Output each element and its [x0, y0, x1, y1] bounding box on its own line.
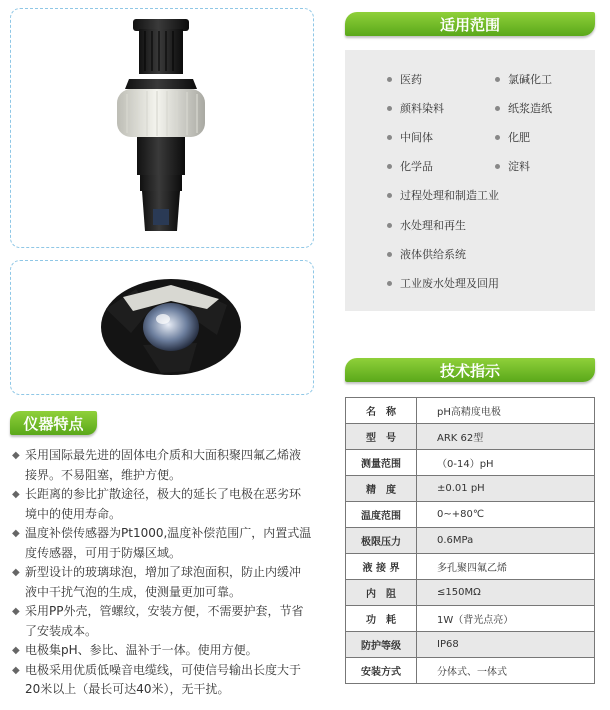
scope-item: 化肥 [495, 129, 530, 145]
list-item: ◆ 采用PP外壳，管螺纹，安装方便，不需要护套，节省了安装成本。 [12, 604, 304, 638]
spec-value: ARK 62型 [417, 424, 595, 450]
list-item: ◆ 电极采用优质低噪音电缆线，可使信号输出长度大于20米以上（最长可达40米），无干扰。 [12, 662, 302, 696]
spec-key: 极限压力 [346, 528, 417, 554]
bullet-icon [387, 106, 392, 111]
spec-value: 1W（背光点亮） [417, 606, 595, 632]
features-list [12, 446, 312, 700]
spec-value: 多孔聚四氟乙烯 [417, 554, 595, 580]
table-row [346, 632, 595, 658]
product-photo-tip [10, 260, 314, 395]
table-row [346, 424, 595, 450]
spec-value: （0-14）pH [417, 450, 595, 476]
spec-key: 内 阻 [346, 580, 417, 606]
bullet-icon [387, 252, 392, 257]
spec-title: 技术指示 [345, 358, 595, 382]
spec-key: 测量范围 [346, 450, 417, 476]
scope-item: 淀料 [495, 158, 530, 174]
table-row [346, 580, 595, 606]
spec-key: 精 度 [346, 476, 417, 502]
spec-key: 功 耗 [346, 606, 417, 632]
table-row [346, 528, 595, 554]
scope-item: 工业废水处理及回用 [387, 275, 499, 291]
spec-table [345, 397, 595, 684]
spec-value: ≤150MΩ [417, 580, 595, 606]
table-row [346, 398, 595, 424]
spec-value: 0.6MPa [417, 528, 595, 554]
diamond-bullet-icon: ◆ [12, 528, 20, 539]
spec-key: 名 称 [346, 398, 417, 424]
table-row [346, 450, 595, 476]
scope-item: 纸浆造纸 [495, 100, 552, 116]
spec-key: 温度范围 [346, 502, 417, 528]
table-row [346, 554, 595, 580]
diamond-bullet-icon: ◆ [12, 606, 20, 617]
spec-key: 液 接 界 [346, 554, 417, 580]
bullet-icon [387, 223, 392, 228]
scope-item: 医药 [387, 71, 422, 87]
diamond-bullet-icon: ◆ [12, 664, 20, 676]
scope-item: 水处理和再生 [387, 217, 466, 233]
bullet-icon [495, 77, 500, 82]
bullet-icon [495, 164, 500, 169]
scope-item: 过程处理和制造工业 [387, 187, 499, 203]
list-item: ◆ 温度补偿传感器为Pt1000,温度补偿范围广，内置式温度传感器，可用于防爆区域。 [12, 526, 312, 560]
bullet-icon [387, 164, 392, 169]
electrode-side-image [11, 9, 313, 247]
bullet-icon [387, 281, 392, 286]
scope-panel [345, 50, 595, 311]
features-title: 仪器特点 [10, 411, 97, 435]
scope-title: 适用范围 [345, 12, 595, 36]
list-item: ◆ 新型设计的玻璃球泡，增加了球泡面积，防止内缓冲液中干扰气泡的生成，使测量更加可靠。 [12, 565, 302, 599]
scope-item: 颜料染料 [387, 100, 444, 116]
table-row [346, 606, 595, 632]
table-row [346, 476, 595, 502]
product-photo-side [10, 8, 314, 248]
spec-value: pH高精度电极 [417, 398, 595, 424]
table-row [346, 658, 595, 684]
spec-key: 型 号 [346, 424, 417, 450]
diamond-bullet-icon: ◆ [12, 567, 20, 578]
spec-value: 分体式、一体式 [417, 658, 595, 684]
spec-value: ±0.01 pH [417, 476, 595, 502]
spec-key: 安装方式 [346, 658, 417, 684]
bullet-icon [495, 135, 500, 140]
scope-item: 化学品 [387, 158, 433, 174]
table-row [346, 502, 595, 528]
list-item: ◆ 采用国际最先进的固体电介质和大面积聚四氟乙烯液接界。不易阻塞，维护方便。 [12, 448, 302, 482]
diamond-bullet-icon: ◆ [12, 450, 20, 461]
spec-value: 0~+80℃ [417, 502, 595, 528]
bullet-icon [387, 193, 392, 198]
scope-item: 中间体 [387, 129, 433, 145]
bullet-icon [387, 135, 392, 140]
list-item: ◆ 电极集pH、参比、温补于一体。使用方便。 [12, 641, 312, 661]
scope-item: 液体供给系统 [387, 246, 466, 262]
bullet-icon [495, 106, 500, 111]
diamond-bullet-icon: ◆ [12, 645, 20, 656]
diamond-bullet-icon: ◆ [12, 489, 20, 500]
scope-item: 氯碱化工 [495, 71, 552, 87]
list-item: ◆ 长距离的参比扩散途径，极大的延长了电极在恶劣环境中的使用寿命。 [12, 487, 302, 521]
electrode-tip-image [11, 261, 313, 394]
spec-key: 防护等级 [346, 632, 417, 658]
spec-value: IP68 [417, 632, 595, 658]
bullet-icon [387, 77, 392, 82]
